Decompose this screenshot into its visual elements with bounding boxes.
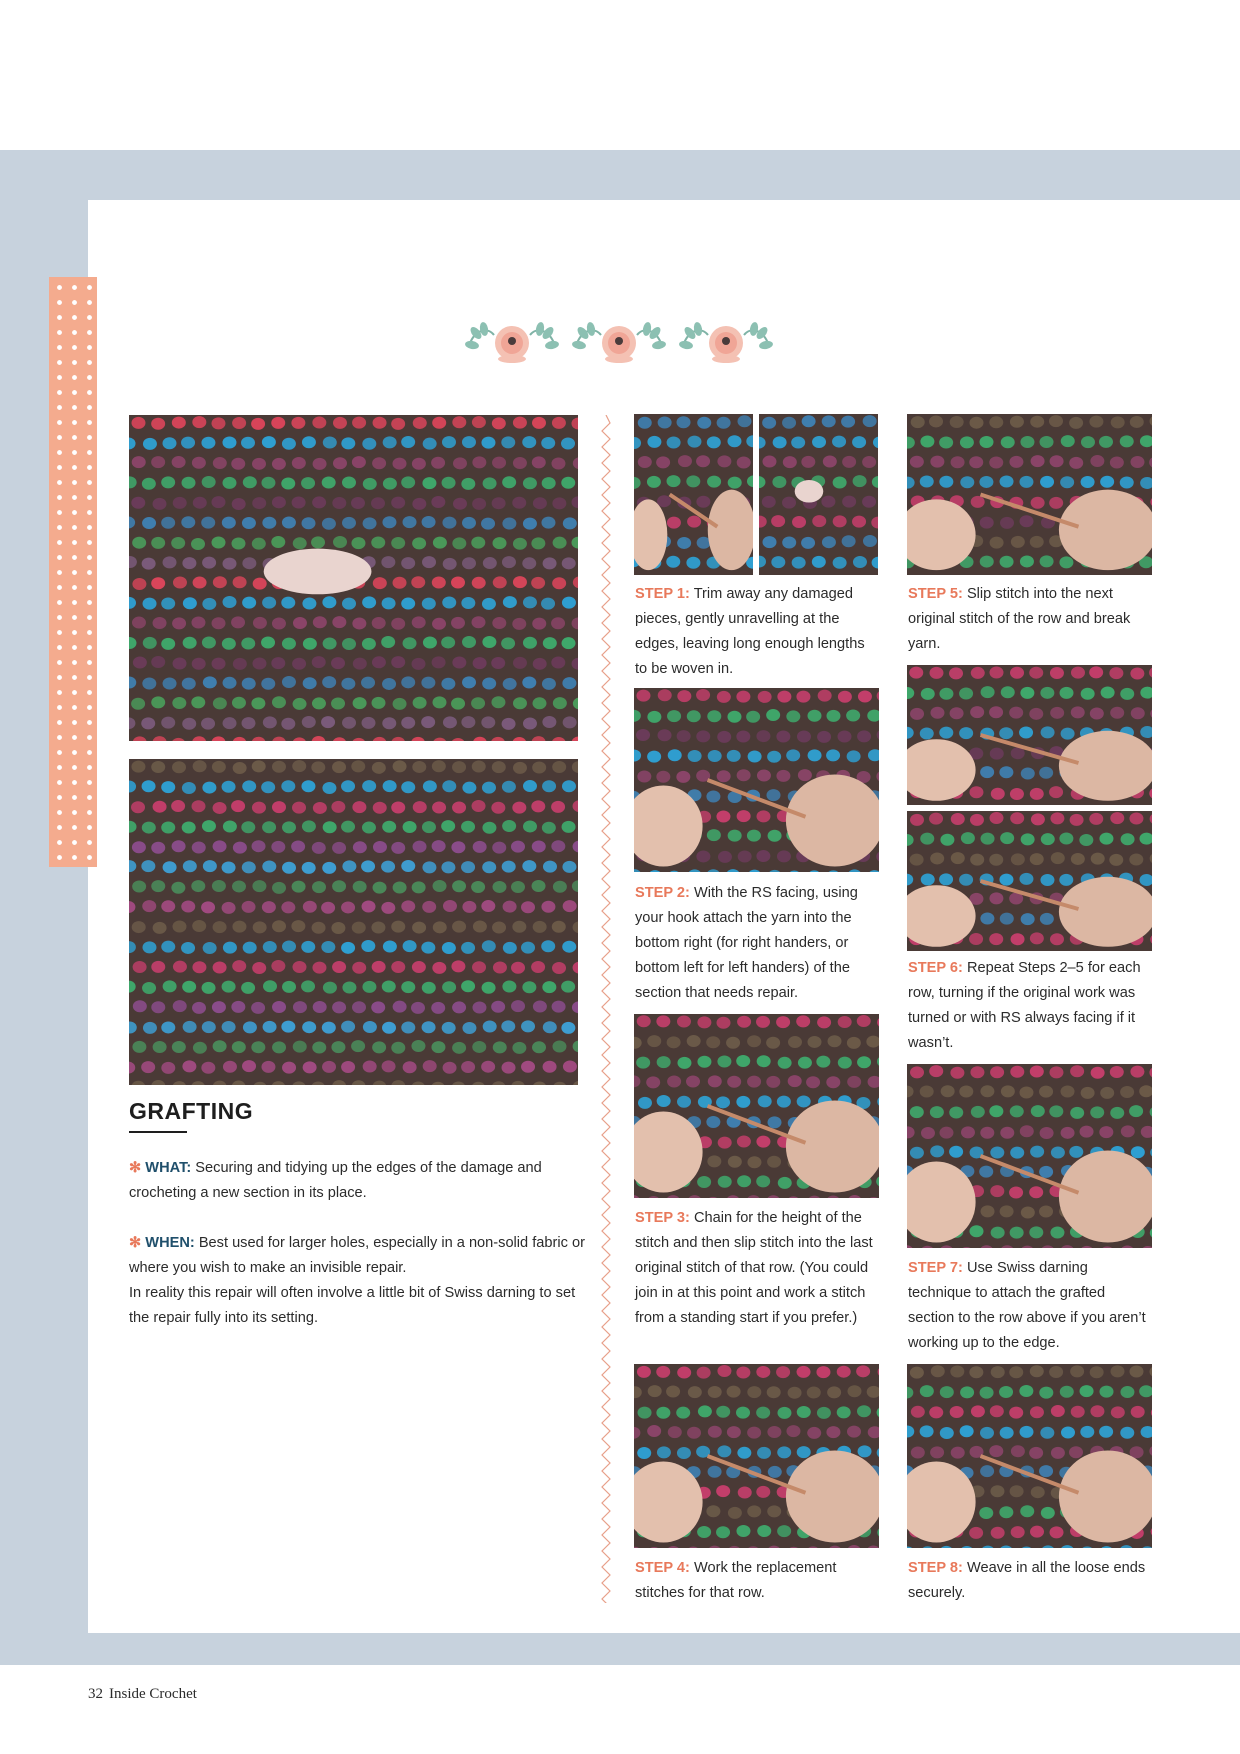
step4-label: STEP 4: <box>635 1560 690 1576</box>
step2-text: With the RS facing, using your hook attach the yarn into the bottom right (for right handers, or bottom left for left handers) of the section that needs repair. <box>635 885 858 1001</box>
step3-photo <box>634 1014 879 1198</box>
step7-label: STEP 7: <box>908 1260 963 1276</box>
when-paragraph <box>129 1231 589 1331</box>
when-text: Best used for larger holes, especially in a non-solid fabric or where you wish to make an invisible repair. <box>129 1235 585 1276</box>
zigzag-divider <box>600 415 612 1603</box>
step5-caption <box>908 582 1153 657</box>
step4-text: Work the replacement stitches for that row. <box>635 1560 837 1601</box>
step8-photo <box>907 1364 1152 1548</box>
step1-caption <box>635 582 875 682</box>
step8-text: Weave in all the loose ends securely. <box>908 1560 1146 1601</box>
step4-photo <box>634 1364 879 1548</box>
what-label: WHAT: <box>145 1160 192 1176</box>
step4-caption <box>635 1556 880 1606</box>
step6-label: STEP 6: <box>908 960 963 976</box>
step3-label: STEP 3: <box>635 1210 690 1226</box>
step2-photo <box>634 688 879 872</box>
step6-caption <box>908 956 1153 1056</box>
damaged-blanket-photo <box>129 415 578 741</box>
step2-label: STEP 2: <box>635 885 690 901</box>
grafting-heading: GRAFTING <box>129 1098 254 1124</box>
step6-photo-a <box>907 665 1152 805</box>
step5-text: Slip stitch into the next original stitch of the row and break yarn. <box>908 586 1131 652</box>
step2-caption <box>635 881 880 1006</box>
step3-caption <box>635 1206 880 1331</box>
step6-text: Repeat Steps 2–5 for each row, turning if the original work was turned or with RS always facing if it wasn’t. <box>908 960 1141 1051</box>
step1-label: STEP 1: <box>635 586 690 602</box>
snowflake-bullet-icon: ✻ <box>129 1235 142 1251</box>
page-number: 32 <box>88 1686 103 1702</box>
step6-photo-b <box>907 811 1152 951</box>
step3-text: Chain for the height of the stitch and then slip stitch into the last original stitch of that row. (You could join in at this point and work a stitch from a standing start if you prefer.) <box>635 1210 873 1326</box>
when-label: WHEN: <box>145 1235 195 1251</box>
step1-photo-a <box>634 414 753 575</box>
what-text: Securing and tidying up the edges of the damage and crocheting a new section in its place. <box>129 1160 542 1201</box>
step8-caption <box>908 1556 1153 1606</box>
magazine-title: Inside Crochet <box>109 1686 197 1702</box>
step5-photo <box>907 414 1152 575</box>
polka-dot-ribbon <box>49 277 97 867</box>
what-paragraph <box>129 1156 589 1206</box>
step8-label: STEP 8: <box>908 1560 963 1576</box>
step1-text: Trim away any damaged pieces, gently unravelling at the edges, leaving long enough lengths to be woven in. <box>635 586 865 677</box>
snowflake-bullet-icon: ✻ <box>129 1160 142 1176</box>
step7-caption <box>908 1256 1153 1356</box>
page-footer <box>88 1686 197 1703</box>
when-text-continued: In reality this repair will often involve a little bit of Swiss darning to set the repair fully into its setting. <box>129 1285 576 1326</box>
step1-photo-b <box>759 414 878 575</box>
step5-label: STEP 5: <box>908 586 963 602</box>
heading-underline <box>129 1131 187 1133</box>
step7-text: Use Swiss darning technique to attach the grafted section to the row above if you aren’t working up to the edge. <box>908 1260 1146 1351</box>
rose-garland-icon <box>462 317 776 367</box>
step7-photo <box>907 1064 1152 1248</box>
repaired-blanket-photo <box>129 759 578 1085</box>
